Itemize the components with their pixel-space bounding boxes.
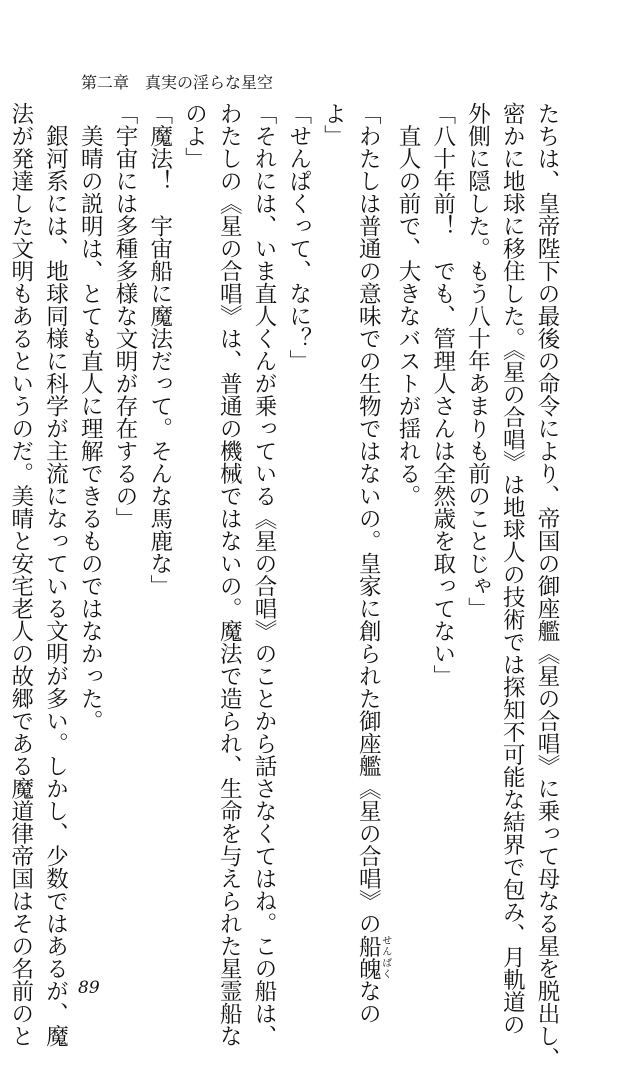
text-line: 直人の前で、大きなバストが揺れる。 xyxy=(395,102,421,507)
text-line-with-ruby xyxy=(351,102,391,1025)
text-line: 「宇宙には多種多様な文明が存在するの」 xyxy=(112,102,138,530)
text-line: 銀河系には、地球同様に科学が主流になっている文明が多い。しかし、少数ではあるが、魔 xyxy=(42,102,69,1047)
text-line: 密かに地球に移住した。《星の合唱》は地球人の技術では探知不可能な結界で包み、月軌道の xyxy=(499,102,526,1036)
text-line: 外側に隠した。もう八十年あまりも前のことじゃ」 xyxy=(464,102,491,620)
page-number: 89 xyxy=(78,978,100,998)
text-line: 「それには、いま直人くんが乗っている《星の合唱》のことから話さなくてはね。この船は、 xyxy=(251,102,277,1047)
ruby-base: 船魄 xyxy=(355,934,382,980)
text-line-part: 「わたしは普通の意味での生物ではないの。皇家に創られた御座艦《星の合唱》の xyxy=(355,102,382,935)
text-line: 「魔法！ 宇宙船に魔法だって。そんな馬鹿な」 xyxy=(146,102,173,597)
text-line: 美晴の説明は、とても直人に理解できるものではなかった。 xyxy=(77,102,104,732)
chapter-header: 第二章 真実の淫らな星空 xyxy=(81,73,274,92)
text-line: たちは、皇帝陛下の最後の命令により、帝国の御座艦《星の合唱》に乗って母なる星を脱出し、 xyxy=(534,102,560,1070)
text-line: 法が発達した文明もあるというのだ。美晴と安宅老人の故郷である魔道律帝国はその名前のと xyxy=(7,102,34,1047)
text-line: 「せんぱくって、なに？」 xyxy=(285,102,312,372)
text-line: わたしの《星の合唱》は、普通の機械ではないの。魔法で造られ、生命を与えられた星霊船な xyxy=(216,102,243,1047)
text-line: 「八十年前！ でも、管理人さんは全然歳を取ってない」 xyxy=(429,102,456,687)
text-line: のよ」 xyxy=(181,102,208,170)
ruby-word xyxy=(355,934,391,980)
text-line-part: なの xyxy=(355,979,382,1025)
ruby-reading: せんぱく xyxy=(379,934,391,980)
text-line: よ」 xyxy=(320,102,347,147)
